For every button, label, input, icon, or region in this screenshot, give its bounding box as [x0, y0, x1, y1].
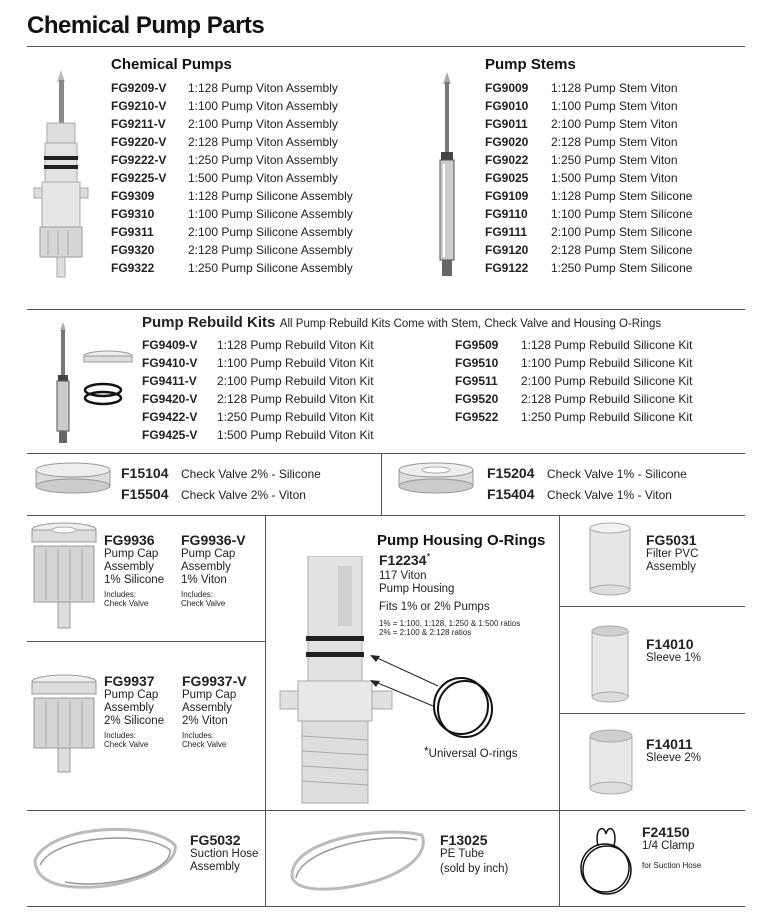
suction-hose-image — [30, 820, 180, 900]
divider — [265, 515, 266, 906]
pump-cap-2pct-image — [28, 672, 100, 776]
list-item: FG9020 2:128 Pump Stem Viton — [485, 135, 678, 149]
list-item: FG9011 2:100 Pump Stem Viton — [485, 117, 678, 131]
list-item: FG9425-V 1:500 Pump Rebuild Viton Kit — [142, 428, 374, 442]
divider — [559, 713, 745, 714]
chemical-pumps-heading: Chemical Pumps — [111, 56, 232, 73]
chemical-pump-image — [30, 70, 100, 285]
divider — [27, 641, 265, 642]
rebuild-heading-row — [142, 314, 661, 332]
universal-orings-label: *Universal O-rings — [424, 744, 518, 760]
pump-cap-1pct-image — [28, 520, 100, 632]
list-item: FG9410-V 1:100 Pump Rebuild Viton Kit — [142, 356, 374, 370]
check-valve-1pct-image — [396, 460, 476, 496]
list-item: FG9222-V 1:250 Pump Viton Assembly — [111, 153, 338, 167]
list-item: FG9109 1:128 Pump Stem Silicone — [485, 189, 693, 203]
divider — [27, 515, 745, 516]
check-valve-row: F15204 Check Valve 1% - Silicone — [487, 465, 687, 481]
list-item: FG9225-V 1:500 Pump Viton Assembly — [111, 171, 338, 185]
list-item: FG9120 2:128 Pump Stem Silicone — [485, 243, 693, 257]
list-item: FG9422-V 1:250 Pump Rebuild Viton Kit — [142, 410, 374, 424]
cap-fg9936-v: FG9936-V Pump Cap Assembly 1% Viton Includes: Check Valve — [181, 532, 246, 608]
divider — [27, 906, 745, 907]
rebuild-heading: Pump Rebuild Kits — [142, 314, 276, 331]
divider — [559, 606, 745, 607]
housing-info: F12234* 117 Viton Pump Housing Fits 1% or 2% Pumps 1% = 1:100, 1:128, 1:250 & 1:500 ratios 2% = 2:100 & 2:128 ratios — [379, 552, 521, 637]
divider — [559, 515, 560, 906]
list-item: FG9510 1:100 Pump Rebuild Silicone Kit — [455, 356, 693, 370]
sleeve-1pct-image — [588, 625, 632, 705]
list-item: FG9509 1:128 Pump Rebuild Silicone Kit — [455, 338, 693, 352]
rebuild-note: All Pump Rebuild Kits Come with Stem, Check Valve and Housing O-Rings — [279, 318, 662, 330]
list-item: FG9010 1:100 Pump Stem Viton — [485, 99, 678, 113]
clamp-icon — [576, 818, 636, 900]
check-valve-row: F15404 Check Valve 1% - Viton — [487, 486, 672, 502]
list-item: FG9520 2:128 Pump Rebuild Silicone Kit — [455, 392, 693, 406]
list-item: FG9025 1:500 Pump Stem Viton — [485, 171, 678, 185]
list-item: FG9420-V 2:128 Pump Rebuild Viton Kit — [142, 392, 374, 406]
divider — [27, 46, 745, 47]
list-item: FG9522 1:250 Pump Rebuild Silicone Kit — [455, 410, 693, 424]
housing-heading: Pump Housing O-Rings — [377, 532, 546, 549]
divider — [27, 309, 745, 310]
list-item: FG9211-V 2:100 Pump Viton Assembly — [111, 117, 338, 131]
filter-image — [586, 522, 634, 598]
list-item: FG9309 1:128 Pump Silicone Assembly — [111, 189, 353, 203]
list-item: FG9220-V 2:128 Pump Viton Assembly — [111, 135, 338, 149]
part-f24150: F24150 1/4 Clamp for Suction Hose — [642, 824, 702, 870]
list-item: FG9022 1:250 Pump Stem Viton — [485, 153, 678, 167]
divider — [381, 453, 382, 515]
cap-fg9937: FG9937 Pump Cap Assembly 2% Silicone Includes: Check Valve — [104, 673, 165, 749]
list-item: FG9320 2:128 Pump Silicone Assembly — [111, 243, 353, 257]
rebuild-right-list — [455, 336, 692, 426]
page-title: Chemical Pump Parts — [27, 12, 265, 39]
rebuild-kit-image — [50, 322, 135, 444]
list-item: FG9009 1:128 Pump Stem Viton — [485, 81, 678, 95]
chemical-pumps-list — [111, 79, 353, 277]
list-item: FG9311 2:100 Pump Silicone Assembly — [111, 225, 353, 239]
list-item: FG9122 1:250 Pump Stem Silicone — [485, 261, 693, 275]
list-item: FG9110 1:100 Pump Stem Silicone — [485, 207, 693, 221]
divider — [27, 810, 745, 811]
sleeve-2pct-image — [586, 728, 636, 796]
list-item: FG9111 2:100 Pump Stem Silicone — [485, 225, 693, 239]
pe-tube-image — [282, 820, 432, 900]
cap-fg9936: FG9936 Pump Cap Assembly 1% Silicone Includes: Check Valve — [104, 532, 165, 608]
check-valve-row: F15504 Check Valve 2% - Viton — [121, 486, 306, 502]
pump-stem-image — [432, 72, 462, 280]
part-fg5032: FG5032 Suction Hose Assembly — [190, 832, 259, 873]
list-item: FG9322 1:250 Pump Silicone Assembly — [111, 261, 353, 275]
list-item: FG9511 2:100 Pump Rebuild Silicone Kit — [455, 374, 693, 388]
part-f14011: F14011 Sleeve 2% — [646, 736, 701, 764]
part-f13025: F13025 PE Tube (sold by inch) — [440, 832, 509, 875]
cap-fg9937-v: FG9937-V Pump Cap Assembly 2% Viton Includes: Check Valve — [182, 673, 247, 749]
list-item: FG9310 1:100 Pump Silicone Assembly — [111, 207, 353, 221]
divider — [27, 453, 745, 454]
list-item: FG9210-V 1:100 Pump Viton Assembly — [111, 99, 338, 113]
list-item: FG9409-V 1:128 Pump Rebuild Viton Kit — [142, 338, 374, 352]
pump-stems-list — [485, 79, 692, 277]
list-item: FG9209-V 1:128 Pump Viton Assembly — [111, 81, 338, 95]
part-f14010: F14010 Sleeve 1% — [646, 636, 701, 664]
pump-stems-heading: Pump Stems — [485, 56, 576, 73]
check-valve-row: F15104 Check Valve 2% - Silicone — [121, 465, 321, 481]
list-item: FG9411-V 2:100 Pump Rebuild Viton Kit — [142, 374, 374, 388]
check-valve-2pct-image — [33, 460, 113, 496]
rebuild-left-list — [142, 336, 374, 444]
part-fg5031: FG5031 Filter PVC Assembly — [646, 532, 699, 573]
